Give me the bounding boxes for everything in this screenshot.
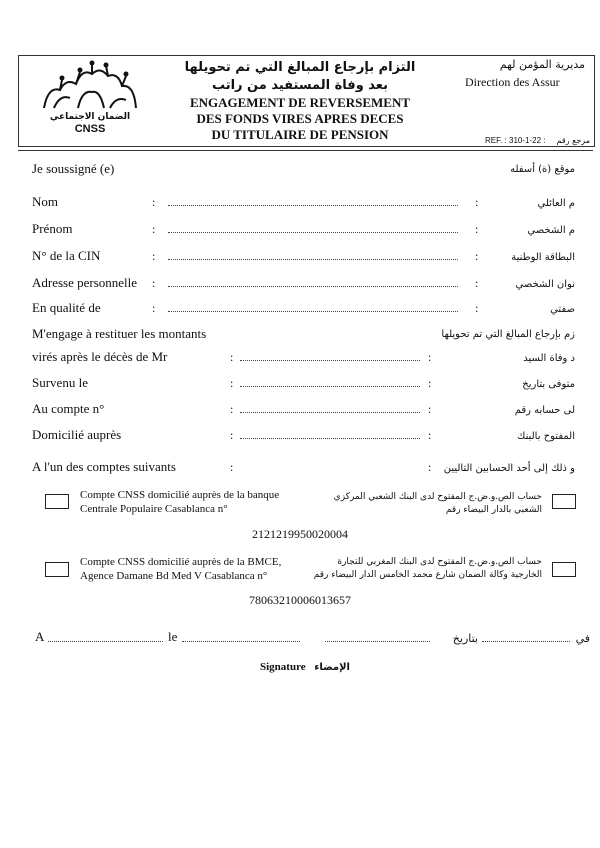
colon: : bbox=[428, 460, 432, 474]
account-bmce-french-1: Compte CNSS domicilié auprès de la BMCE, bbox=[80, 556, 282, 568]
logo-latin-text: CNSS bbox=[74, 123, 106, 135]
prenom-field[interactable] bbox=[168, 232, 458, 233]
colon: : bbox=[428, 350, 432, 364]
intro-french: Je soussigné (e) bbox=[32, 161, 115, 176]
label-nom-arabic: م العائلي bbox=[537, 198, 575, 209]
colon: : bbox=[230, 350, 234, 364]
colon: : bbox=[475, 249, 479, 263]
section-divider bbox=[18, 150, 593, 151]
account-bmce-number: 78063210006013657 bbox=[249, 593, 351, 607]
label-domicilie: Domicilié auprès bbox=[32, 427, 122, 442]
colon: : bbox=[230, 376, 234, 390]
label-survenu: Survenu le bbox=[32, 375, 88, 390]
date-label-french: le bbox=[168, 629, 178, 644]
title-french-3: DU TITULAIRE DE PENSION bbox=[211, 127, 389, 142]
label-comptes-suivants-arabic: و ذلك إلى أحد الحسابين التاليين bbox=[443, 463, 575, 474]
title-french-2: DES FONDS VIRES APRES DECES bbox=[196, 111, 404, 126]
engage-arabic: زم بإرجاع المبالغ التي تم تحويلها bbox=[441, 329, 575, 340]
label-compte: Au compte n° bbox=[32, 401, 105, 416]
colon: : bbox=[428, 402, 432, 416]
label-cin-arabic: البطاقة الوطنية bbox=[511, 252, 575, 263]
direction-french: Direction des Assur bbox=[465, 75, 560, 89]
reference-french: REF. : 310-1-22 : bbox=[485, 136, 546, 145]
logo-arabic-text: الضمان الاجتماعي bbox=[49, 112, 131, 122]
account-bcp-arabic-1: حساب الص.و.ض.ج المفتوح لدى البنك الشعبي المركزي bbox=[333, 492, 542, 502]
cin-field[interactable] bbox=[168, 259, 458, 260]
colon: : bbox=[230, 460, 234, 474]
date-field-arabic[interactable] bbox=[325, 641, 430, 642]
colon: : bbox=[152, 249, 156, 263]
cnss-logo-icon bbox=[30, 60, 150, 116]
title-arabic-1: التزام بإرجاع المبالغ التي تم تحويلها bbox=[184, 60, 416, 75]
checkbox-account-bcp-arabic[interactable] bbox=[552, 494, 576, 509]
colon: : bbox=[475, 301, 479, 315]
date-field[interactable] bbox=[182, 641, 300, 642]
adresse-field[interactable] bbox=[168, 286, 458, 287]
date-deces-field[interactable] bbox=[240, 386, 420, 387]
date-label-arabic: بتاريخ bbox=[452, 632, 478, 645]
colon: : bbox=[428, 428, 432, 442]
label-qualite: En qualité de bbox=[32, 300, 101, 315]
qualite-field[interactable] bbox=[168, 311, 458, 312]
colon: : bbox=[152, 301, 156, 315]
checkbox-account-bmce[interactable] bbox=[45, 562, 69, 577]
label-vires-arabic: د وفاة السيد bbox=[523, 353, 575, 364]
label-domicilie-arabic: المفتوح بالبنك bbox=[517, 431, 575, 442]
colon: : bbox=[152, 222, 156, 236]
banque-field[interactable] bbox=[240, 438, 420, 439]
label-adresse-arabic: نوان الشخصي bbox=[515, 279, 575, 290]
reference-arabic: مرجع رقم bbox=[556, 136, 590, 145]
account-bcp-french-1: Compte CNSS domicilié auprès de la banque bbox=[80, 489, 280, 501]
engage-french: M'engage à restituer les montants bbox=[32, 326, 207, 341]
colon: : bbox=[152, 195, 156, 209]
account-bcp-arabic-2: الشعبي بالدار البيضاء رقم bbox=[445, 505, 542, 515]
account-bmce-french-2: Agence Damane Bd Med V Casablanca n° bbox=[80, 570, 268, 582]
label-cin: N° de la CIN bbox=[32, 248, 101, 263]
colon: : bbox=[475, 195, 479, 209]
colon: : bbox=[152, 276, 156, 290]
place-field-arabic[interactable] bbox=[482, 641, 570, 642]
colon: : bbox=[230, 428, 234, 442]
account-bmce-arabic-2: الخارجية وكالة الضمان شارع محمد الخامس الدار البيضاء رقم bbox=[313, 570, 542, 580]
signature-label-arabic: الإمضاء bbox=[314, 662, 350, 673]
label-survenu-arabic: متوفى بتاريخ bbox=[522, 379, 575, 390]
checkbox-account-bmce-arabic[interactable] bbox=[552, 562, 576, 577]
checkbox-account-bcp[interactable] bbox=[45, 494, 69, 509]
label-prenom: Prénom bbox=[32, 221, 73, 236]
compte-field[interactable] bbox=[240, 412, 420, 413]
label-nom: Nom bbox=[32, 194, 58, 209]
signature-label-french: Signature bbox=[260, 661, 306, 673]
intro-arabic: موقع (ة) أسفله bbox=[510, 164, 575, 175]
label-prenom-arabic: م الشخصي bbox=[527, 225, 575, 236]
label-compte-arabic: لى حسابه رقم bbox=[514, 405, 575, 416]
account-bcp-french-2: Centrale Populaire Casablanca n° bbox=[80, 503, 228, 515]
nom-field[interactable] bbox=[168, 205, 458, 206]
title-french-1: ENGAGEMENT DE REVERSEMENT bbox=[189, 95, 411, 110]
label-qualite-arabic: صفتي bbox=[550, 304, 575, 315]
account-bmce-arabic-1: حساب الص.و.ض.ج المفتوح لدى البنك المغربي للتجارة bbox=[337, 557, 542, 567]
place-label-french: A bbox=[35, 629, 45, 644]
colon: : bbox=[230, 402, 234, 416]
label-adresse: Adresse personnelle bbox=[32, 275, 138, 290]
label-vires: virés après le décès de Mr bbox=[32, 349, 168, 364]
direction-arabic: مديرية المؤمن لهم bbox=[499, 58, 585, 71]
defunt-field[interactable] bbox=[240, 360, 420, 361]
place-field[interactable] bbox=[48, 641, 163, 642]
colon: : bbox=[475, 276, 479, 290]
title-arabic-2: بعد وفاة المستفيد من راتب bbox=[211, 78, 389, 93]
colon: : bbox=[475, 222, 479, 236]
colon: : bbox=[428, 376, 432, 390]
place-label-arabic: في bbox=[575, 632, 590, 645]
label-comptes-suivants: A l'un des comptes suivants bbox=[32, 459, 176, 474]
cnss-logo bbox=[30, 60, 150, 140]
account-bcp-number: 2121219950020004 bbox=[252, 527, 348, 541]
